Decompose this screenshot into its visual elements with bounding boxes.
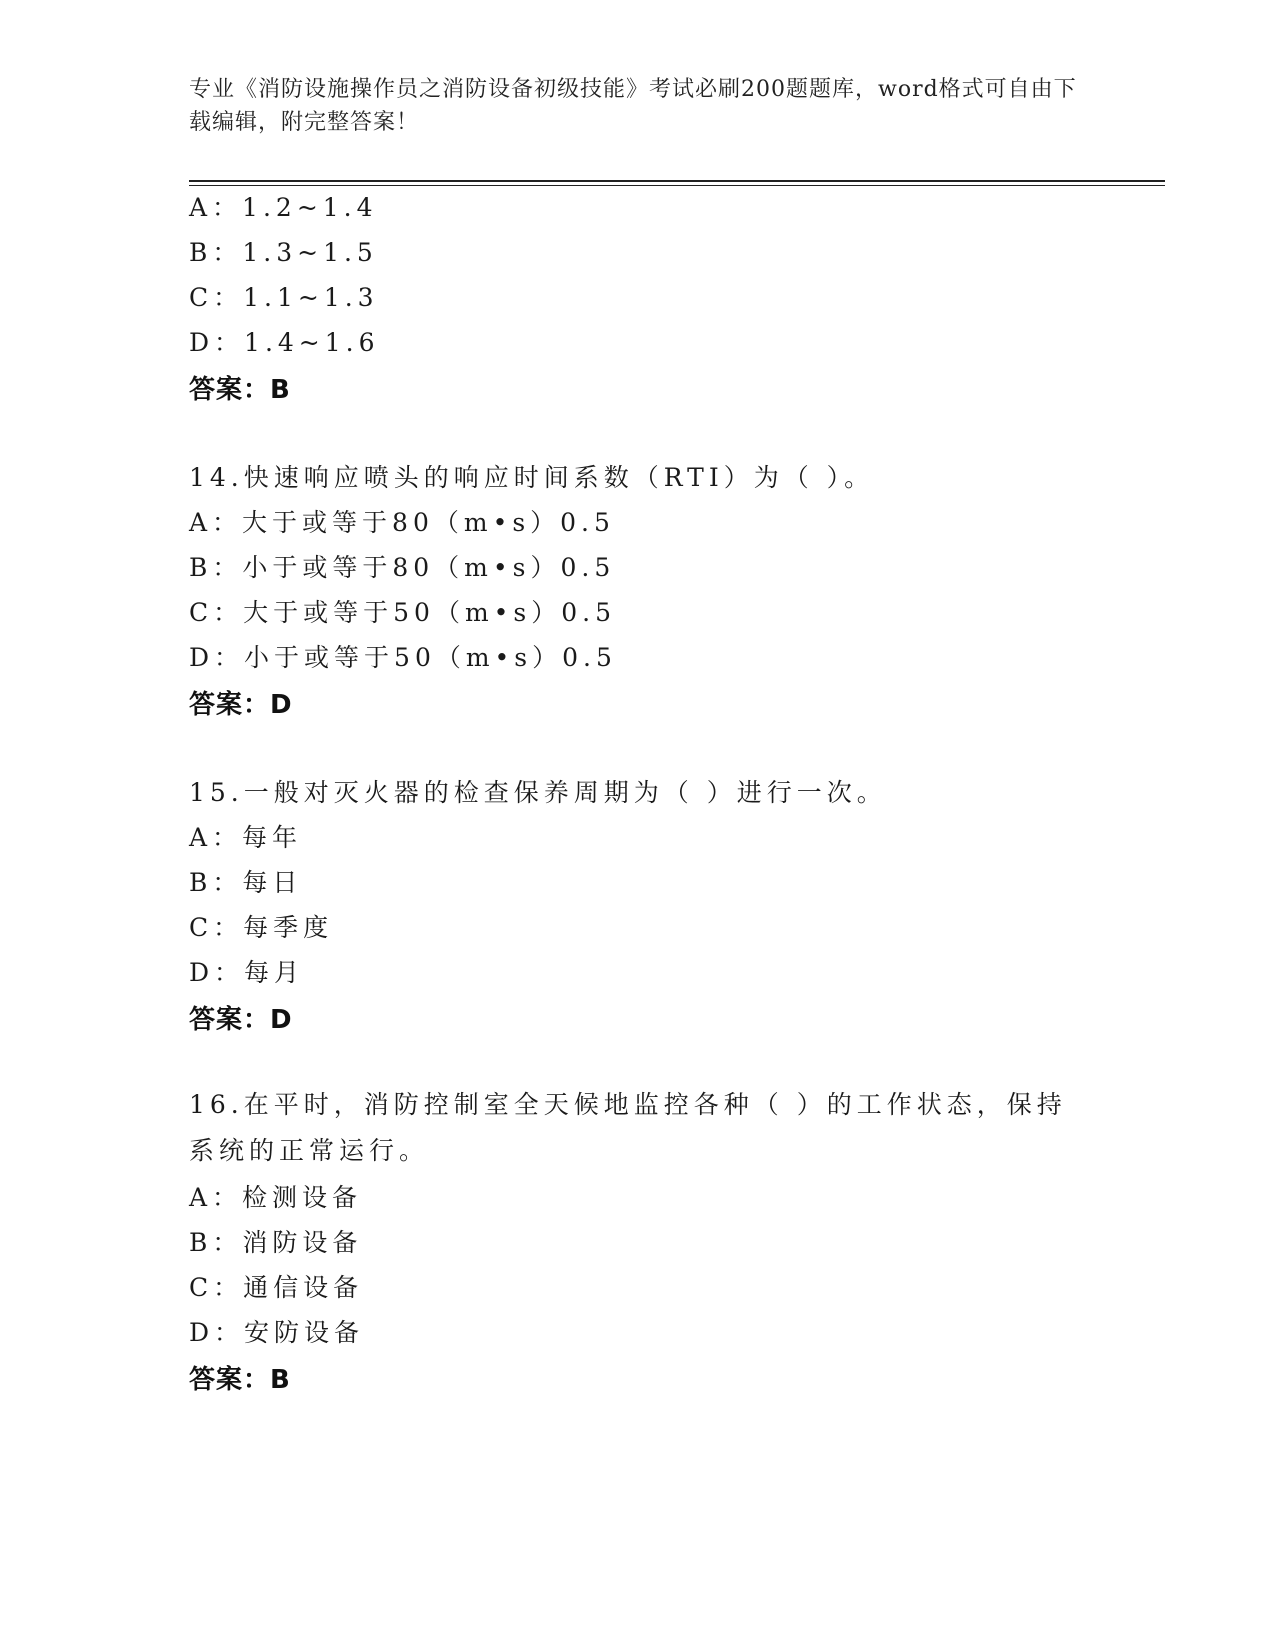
header-divider-thin [189, 185, 1165, 186]
q13-option-c: C：1.1~1.3 [189, 283, 379, 312]
q14-option-d: D：小于或等于50（m•s）0.5 [189, 643, 617, 672]
q15-answer: 答案：D [189, 1005, 293, 1035]
q15-option-a: A：每年 [189, 823, 303, 852]
q13-option-b: B：1.3~1.5 [189, 238, 378, 267]
q16-question: 16.在平时，消防控制室全天候地监控各种（ ）的工作状态，保持系统的正常运行。 [189, 1090, 1067, 1165]
q16-option-c: C：通信设备 [189, 1273, 364, 1302]
q16-option-b: B：消防设备 [189, 1228, 363, 1257]
header-divider [189, 180, 1165, 182]
q16-option-d: D：安防设备 [189, 1318, 365, 1347]
q14-option-a: A：大于或等于80（m•s）0.5 [189, 508, 615, 537]
q15-option-c: C：每季度 [189, 913, 334, 942]
q14-option-c: C：大于或等于50（m•s）0.5 [189, 598, 616, 627]
q15-option-d: D：每月 [189, 958, 305, 987]
q13-option-d: D：1.4~1.6 [189, 328, 380, 357]
q13-option-a: A：1.2~1.4 [189, 193, 378, 222]
q15-question: 15.一般对灭火器的检查保养周期为（ ）进行一次。 [189, 778, 887, 807]
q16-answer: 答案：B [189, 1365, 291, 1395]
q14-question: 14.快速响应喷头的响应时间系数（RTI）为（ ）。 [189, 463, 875, 492]
document-header: 专业《消防设施操作员之消防设备初级技能》考试必刷200题题库，word格式可自由下载编辑，附完整答案！ [189, 77, 1077, 135]
q15-option-b: B：每日 [189, 868, 303, 897]
q14-option-b: B：小于或等于80（m•s）0.5 [189, 553, 616, 582]
q14-answer: 答案：D [189, 690, 293, 720]
q16-option-a: A：检测设备 [189, 1183, 363, 1212]
q13-answer: 答案：B [189, 375, 291, 405]
